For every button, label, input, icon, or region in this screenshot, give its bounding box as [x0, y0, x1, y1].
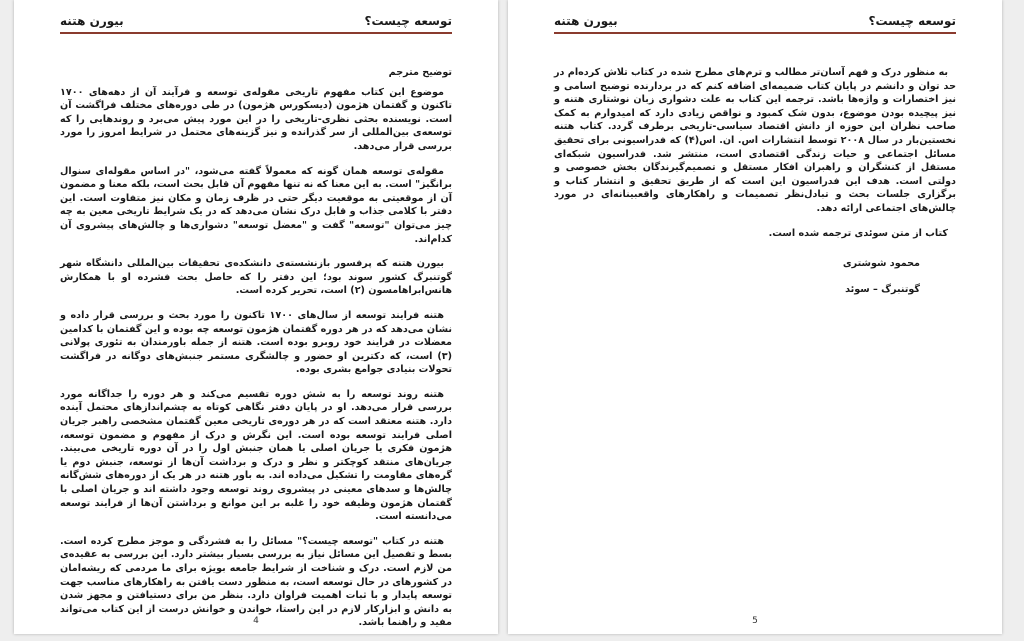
document-page-right — [508, 0, 1002, 634]
paragraph: مقوله‌ی توسعه همان گونه که معمولاً گفته می‌شود، "در اساس مقوله‌ای سنوال برانگیز" است. به این معنا که نه تنها مفهوم آن قابل بحث است، بلکه معنا و مضمون آن از موقعیتی به موقعیت دیگر حتی در ظرف زمان و مکان نیز متفاوت است. این دفتر با کلامی جذاب و قابل درک نشان می‌دهد که در یک شرایط تاریخی معین به چه چیز می‌توان "توسعه" گفت و "معضل توسعه" دشواری‌ها و چالش‌های پیشروی آن کدام‌اند. — [60, 165, 452, 245]
paragraph: هتنه فرایند توسعه از سال‌های ۱۷۰۰ تاکنون را مورد بحث و بررسی قرار داده و نشان می‌دهد که در هر دوره گفتمان هژمون توسعه چه بوده و این گفتمان با کدامین معضلات در فرایند خود روبرو بوده است. هتنه از جمله باورمندان به تئوری پولانی (۳) است، که دکترین او حضور و چالشگری مستمر جنبش‌های دوگانه در فراگشت تحولات بنیادی جوامع بشری بوده. — [60, 309, 452, 376]
paragraph: هتنه در کتاب "توسعه چیست؟" مسائل را به فشردگی و موجز مطرح کرده است. بسط و تفصیل این مسائل نیاز به بررسی بسیار بیشتر دارد. این بررسی به عقیده‌ی من لازم است. درک و شناخت از شرایط جامعه بویژه برای ما مردمی که ریشه‌امان در کشورهای در حال توسعه است، به منظور دست یافتن به راهکارهای مناسب جهت توسعه پایدار و با ثبات اهمیت فراوان دارد. بنظر من برای دستیافتن و مجهز شدن به دانش و ابزارکار لازم در این راستا، خواندن و خوانش درست از این کتاب می‌تواند مفید و راهنما باشد. — [60, 535, 452, 629]
page-header — [60, 12, 452, 34]
page-body — [554, 66, 956, 303]
translator-place: گوتنبرگ – سوئد — [845, 284, 920, 296]
page-number: 5 — [752, 616, 758, 626]
paragraph: به منظور درک و فهم آسان‌تر مطالب و ترم‌های مطرح شده در کتاب تلاش کرده‌ام در حد توان و دانشم در پایان کتاب ضمیمه‌ای اضافه کنم که در بردارنده توضیح اسامی و نیز اختصارات و واژه‌ها باشد. ترجمه این کتاب به علت دشواری زبان نوشتاری هتنه و نیز پیچیده بودن موضوع، بدون شک کمبود و نواقص زیادی دارد که امیدوارم به کمک صاحب نظران این حوزه از دانش اقتصاد سیاسی-تاریخی برطرف گردد. کتاب هتنه نخستین‌بار در سال ۲۰۰۸ توسط انتشارات اس. ان. اس(۴) که فدراسیونی برای تحقیق مسائل اجتماعی و حیات زندگی اقتصادی است، منتشر شد. فدراسیون شبکه‌ای مستقل از کنشگران و راهبران افکار مستقل و تصمیم‌گیرندگان بخش خصوصی و دولتی است. هدف این فدراسیون این است که از طریق تحقیق و انتشار کتاب و برگزاری جلسات بحث و تبادل‌نظر تصمیمات و راهکارهای واقعبینانه‌ای در مورد چالش‌های اجتماعی ارائه دهد. — [554, 67, 956, 214]
section-title: توضیح مترجم — [388, 67, 452, 78]
page-body — [60, 66, 452, 641]
page-header — [554, 12, 956, 34]
document-page-left — [14, 0, 498, 634]
paragraph: کتاب از متن سوئدی ترجمه شده است. — [768, 227, 948, 239]
paragraph: بیورن هتنه که پرفسور بازنشسته‌ی دانشکده‌ی تحقیقات بین‌المللی دانشگاه شهر گوتنبرگ کشور سوند بود؛ این دفتر را که حاصل بحث فشرده او با همکارش هانس‌ابراهامسون (۲) است، تحریر کرده است. — [60, 258, 452, 297]
translator-name: محمود شوشتری — [842, 258, 920, 270]
header-author: بیورن هتنه — [60, 14, 124, 28]
header-book-title: توسعه چیست؟ — [364, 14, 452, 28]
header-author: بیورن هتنه — [554, 14, 618, 28]
page-number: 4 — [253, 616, 259, 626]
header-book-title: توسعه چیست؟ — [868, 14, 956, 28]
paragraph: هتنه روند توسعه را به شش دوره تقسیم می‌کند و هر دوره را جداگانه مورد بررسی قرار می‌دهد. او در پایان دفتر نگاهی کوتاه به چشم‌اندازهای محتمل آینده دارد. هتنه معتقد است که در هر دوره‌ی تاریخی معین گفتمان مشخصی راهبر جریان اصلی فرایند توسعه بوده است. این نگرش و درک از مفهوم و مضمون توسعه، هژمون فکری یا جریان اصلی یا همان جنبش اول را در آن دوره تاریخی می‌بیند. جریان‌های منتقد کوچکتر و نظر و درک و برداشت آن‌ها از توسعه، جنبش دوم یا گره‌های مقاومت را تشکیل می‌داده اند. به باور هتنه در هر یک از دوره‌های شش‌گانه چالش‌ها و سدهای معینی در پیشروی روند توسعه وجود داشته اند و جریان اصلی با گفتمان هژمون وظیفه خود را غلبه بر این موانع و برداشتن آن‌ها از فرایند توسعه می‌دانسته است. — [60, 388, 452, 523]
paragraph: موضوع این کتاب مفهوم تاریخی مقوله‌ی توسعه و فرآیند آن از دهه‌های ۱۷۰۰ تاکنون و گفتمان هژمون (دیسکورس هژمون) در طی دوره‌های مختلف فراگشت آن است. نویسنده بحثی نظری-تاریخی را در این مورد پیش می‌برد و روندهایی را که توسعه‌ی بین‌المللی از سر گذرانده و نیز گزینه‌های محتمل در شرایط امروز را مورد بررسی قرار می‌دهد. — [60, 86, 452, 152]
